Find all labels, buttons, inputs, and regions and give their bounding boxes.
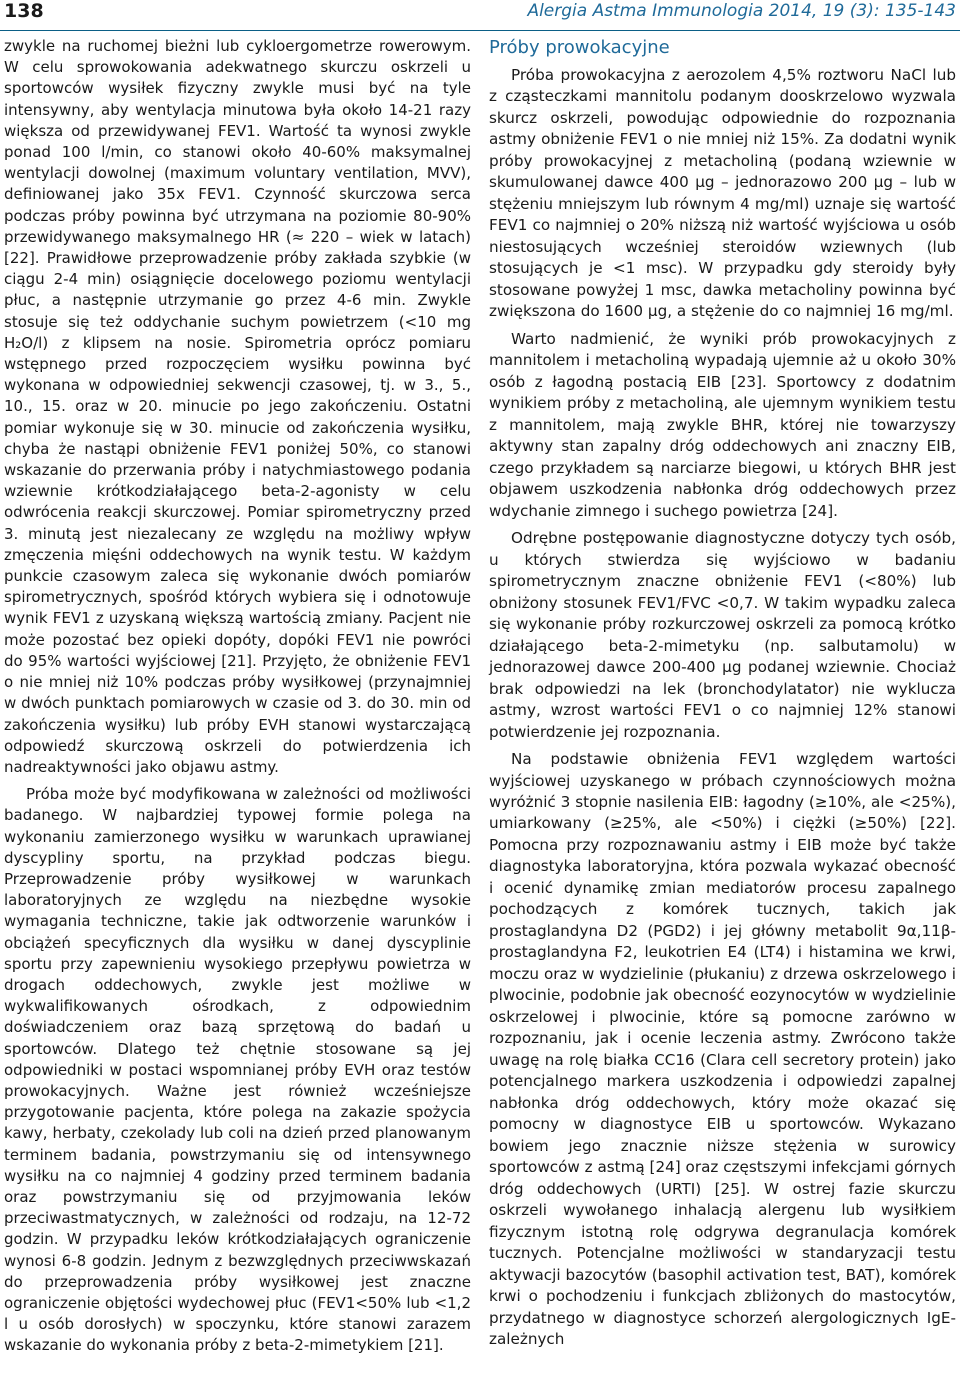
page-header [0,0,960,31]
section-title: Próby prowokacyjne [489,37,670,58]
body-paragraph: Warto nadmienić, że wyniki prób prowokacyjnych z mannitolem i metacholiną wypadają ujemnie aż u około 30% osób z łagodną postacią EIB [23]. Sportowcy z dodatnim wynikiem próby z metacholiną, ale ujemnym wynikiem testu z mannitolem, mają zwykle BHR, której nie towarzyszy aktywny stan zapalny dróg oddechowych ani znaczny EIB, czego przykładem są narciarze biegowi, u których BHR jest objawem uszkodzenia nabłonka dróg oddechowych przez wdychanie zimnego i suchego powietrza [24]. [489,329,956,520]
body-paragraph: Odrębne postępowanie diagnostyczne dotyczy tych osób, u których stwierdza się wyjściowo w badaniu spirometrycznym znaczne obniżenie FEV1 (<80%) lub obniżony stosunek FEV1/FVC <0,7. W takim wypadku zaleca się wykonanie próby rozkurczowej oskrzeli za pomocą krótko działającego beta-2-mimetyku (np. salbutamolu) w jednorazowej dawce 200-400 µg podanej wziewnie. Chociaż brak odpowiedzi na lek (bronchodylatator) nie wyklucza astmy, wzrost wartości FEV1 o co najmniej 12% stanowi potwierdzenie jej rozpoznania. [489,529,956,741]
body-paragraph: zwykle na ruchomej bieżni lub cykloergometrze rowerowym. W celu sprowokowania adekwatnego skurczu oskrzeli u sportowców wysiłek fizyczny zwykle musi być na tyle intensywny, aby wentylacja minutowa była około 14-21 razy większa od przewidywanej FEV1. Wartość ta wynosi zwykle ponad 100 l/min, co stanowi około 40-60% maksymalnej wentylacji dowolnej (maximum voluntary ventilation, MVV), definiowanej jako 35x FEV1. Czynność skurczowa serca podczas próby powinna być utrzymana na poziomie 80-90% przewidywanego maksymalnego HR (≈ 220 – wiek w latach) [22]. Prawidłowe przeprowadzenie próby zakłada szybkie (w ciągu 2-4 min) osiągnięcie docelowego poziomu wentylacji płuc, a następnie utrzymanie go przez 4-6 min. Zwykle stosuje się też oddychanie suchym powietrzem (<10 mg H₂O/l) z klipsem na nosie. Spirometria oprócz pomiaru wstępnego przed rozpoczęciem wysiłku powinna być wykonana w odpowiedniej sekwencji czasowej, tj. w 3., 5., 10., 15. oraz w 20. minucie po jego zakończeniu. Ostatni pomiar wykonuje się w 30. minucie od zakończenia wysiłku, chyba że nastąpi obniżenie FEV1 poniżej 50%, co stanowi wskazanie do przerwania próby i natychmiastowego podania wziewnie krótkodziałającego beta-2-agonisty w celu odwrócenia reakcji skurczowej. Pomiar spirometryczny przed 3. minutą jest niezalecany ze względu na możliwy wpływ zmęczenia mięśni oddechowych na wynik testu. W każdym punkcie czasowym zaleca się wykonanie dwóch pomiarów spirometrycznych, spośród których wybiera się i odnotowuje wynik FEV1 z uzyskaną większą wartością zmiany. Pacjent nie może pozostać bez opieki dopóty, dopóki FEV1 nie powróci do 95% wartości wyjściowej [21]. Przyjęto, że obniżenie FEV1 o nie mniej niż 10% podczas próby wysiłkowej (przynajmniej w dwóch punktach pomiarowych w czasie od 3. do 30. min od zakończenia wysiłku) lub próby EVH stanowi wystarczającą odpowiedź skurczową oskrzeli do potwierdzenia ich nadreaktywności jako objawu astmy. [4,37,471,776]
body-paragraph: Próba może być modyfikowana w zależności od możliwości badanego. W najbardziej typowej formie polega na wykonaniu zamierzonego wysiłku w warunkach uprawianej dyscypliny sportu, na przykład podczas biegu. Przeprowadzenie próby wysiłkowej w warunkach laboratoryjnych ze względu na niezbędne wysokie wymagania techniczne, takie jak odtworzenie warunków i obciążeń specyficznych dla wysiłku w danej dyscyplinie sportu przy zapewnieniu wysokiego przepływu powietrza w drogach oddechowych, zwykle jest możliwe w wykwalifikowanych ośrodkach, z odpowiednim doświadczeniem oraz bazą sprzętową do badań u sportowców. Dlatego też chętnie stosowane są jej odpowiedniki w postaci wspomnianej próby EVH oraz testów prowokacyjnych. Ważne jest również wcześniejsze przygotowanie pacjenta, które polega na zakazie spożycia kawy, herbaty, czekolady lub coli na dzień przed planowanym terminem badania, powstrzymaniu się od intensywnego wysiłku na co najmniej 4 godziny przed terminem badania oraz powstrzymaniu się od przyjmowania leków przeciwastmatycznych, w zależności od rodzaju, na 12-72 godzin. W przypadku leków krótkodziałających ograniczenie wynosi 6-8 godzin. Jednym z bezwzględnych przeciwwskazań do przeprowadzenia próby wysiłkowej jest znaczne ograniczenie objętości wydechowej płuc (FEV1<50% lub <1,2 l u osób dorosłych) w spoczynku, które stanowi zarazem wskazanie do wykonania próby z beta-2-mimetykiem [21]. [4,785,471,1355]
body-paragraph: Próba prowokacyjna z aerozolem 4,5% roztworu NaCl lub z cząsteczkami mannitolu podanym dooskrzelowo wyzwala skurcz oskrzeli, powodując odpowiednie do rozpoznania astmy obniżenie FEV1 o nie mniej niż 15%. Za dodatni wynik próby prowokacyjnej z metacholiną (podaną wziewnie w skumulowanej dawce 400 µg – jednorazowo 200 µg – lub w stężeniu mniejszym lub równym 4 mg/ml) uznaje się wartość FEV1 co najmniej o 20% niższą niż wartość wyjściowa u osób niestosujących wcześniej steroidów wziewnych (lub stosujących je <1 msc). W przypadku gdy steroidy były stosowane powyżej 1 msc, dawka metacholiny powinna być zwiększona do 1600 µg, a stężenie do co najmniej 16 mg/ml. [489,66,956,321]
body-paragraph: Na podstawie obniżenia FEV1 względem wartości wyjściowej uzyskanego w próbach czynnościowych można wyróżnić 3 stopnie nasilenia EIB: łagodny (≥10%, ale <25%), umiarkowany (≥25%, ale <50%) i ciężki (≥50%) [22]. Pomocna przy rozpoznawaniu astmy i EIB może być także diagnostyka laboratoryjna, która pozwala wykazać obecność i ocenić dynamikę zmian mediatorów procesu zapalnego pochodzących z komórek tucznych, takich jak prostaglandyna D2 (PGD2) i jej główny metabolit 9α,11β-prostaglandyna F2, leukotrien E4 (LT4) i histamina we krwi, moczu oraz w wydzielinie (płukaniu) z drzewa oskrzelowego i plwocinie, podobnie jak obecność eozynocytów w wydzielinie oskrzelowej i plwocinie, które są pomocne zarówno w rozpoznaniu, jak i ocenie leczenia astmy. Zwrócono także uwagę na rolę białka CC16 (Clara cell secretory protein) jako potencjalnego markera uszkodzenia i odpowiedzi zapalnej nabłonka dróg oddechowych, który może okazać się pomocny w diagnostyce EIB u sportowców. Wykazano bowiem jego znacznie niższe stężenia w surowicy sportowców z astmą [24] oraz częstszymi infekcjami górnych dróg oddechowych (URTI) [25]. W ostrej fazie skurczu oskrzeli wywołanego inhalacją alergenu lub wysiłkiem fizycznym istotną rolę odgrywa degranulacja komórek tucznych. Potencjalne możliwości w standaryzacji testu aktywacji bazocytów (basophil activation test, BAT), komórek krwi o pochodzeniu i funkcjach zbliżonych do mastocytów, przydatnego w diagnostyce schorzeń alergologicznych IgE-zależnych [489,750,956,1349]
right-column [489,36,956,1351]
left-column [4,36,471,1357]
journal-citation: Alergia Astma Immunologia 2014, 19 (3): 135-143 [527,1,956,21]
page-number: 138 [4,0,44,22]
